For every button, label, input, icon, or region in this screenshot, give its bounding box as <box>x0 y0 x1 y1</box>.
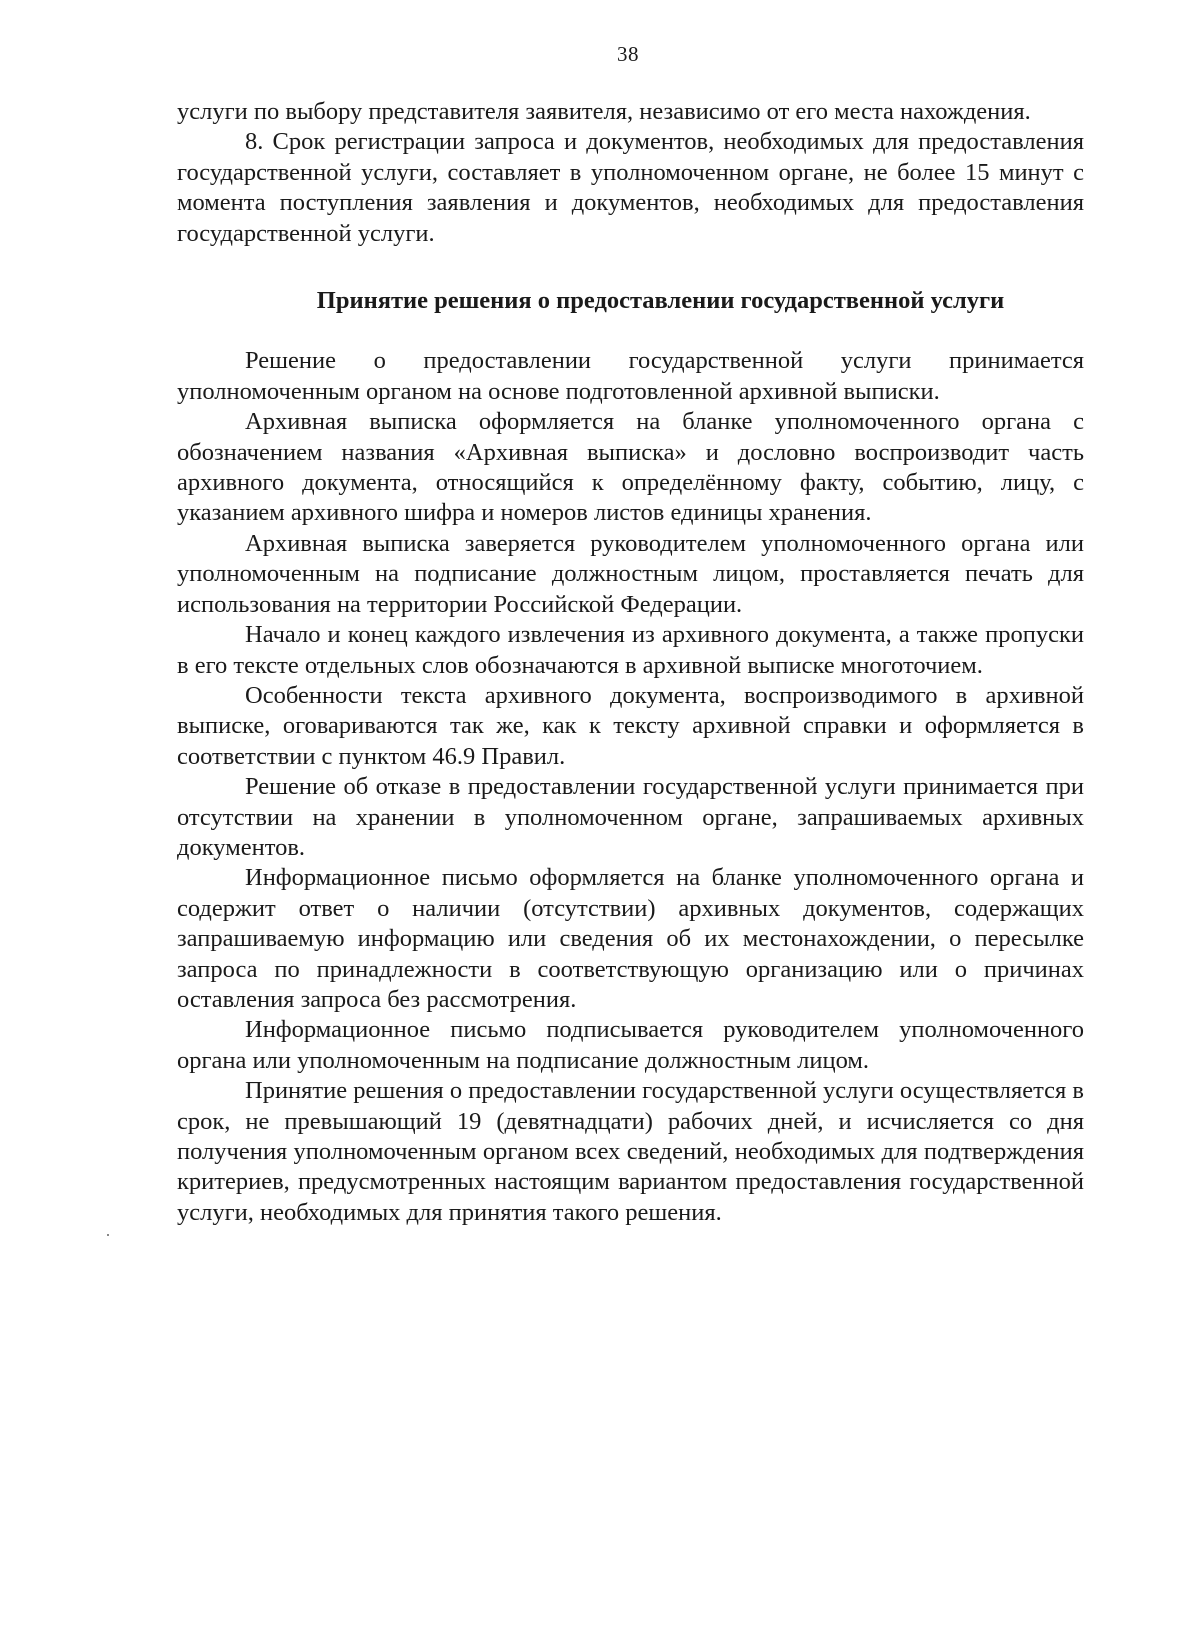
paragraph: Информационное письмо подписывается руководителем уполномоченного органа или уполномоченным на подписание должностным лицом. <box>177 1016 1084 1074</box>
paragraph: Архивная выписка заверяется руководителем уполномоченного органа или уполномоченным на подписание должностным лицом, проставляется печать для использования на территории Российской Федерации. <box>177 529 1084 618</box>
paragraph: Принятие решения о предоставлении государственной услуги осуществляется в срок, не превышающий 19 (девятнадцати) рабочих дней, и исчисляется со дня получения уполномоченным органом всех сведений, необходимых для подтверждения критериев, предусмотренных настоящим вариантом предоставления государственной услуги, необходимых для принятия такого решения. <box>177 1077 1084 1226</box>
document-body <box>177 97 1084 1228</box>
paragraph-continuation: услуги по выбору представителя заявителя, независимо от его места нахождения. <box>177 98 1031 125</box>
paragraph: Начало и конец каждого извлечения из архивного документа, а также пропуски в его тексте отдельных слов обозначаются в архивной выписке многоточием. <box>177 621 1084 679</box>
paragraph: Решение о предоставлении государственной услуги принимается уполномоченным органом на основе подготовленной архивной выписки. <box>177 347 1084 405</box>
paragraph: Архивная выписка оформляется на бланке уполномоченного органа с обозначением названия «Архивная выписка» и дословно воспроизводит часть архивного документа, относящийся к определённому факту, событию, лицу, с указанием архивного шифра и номеров листов единицы хранения. <box>177 408 1084 527</box>
section-heading: Принятие решения о предоставлении государственной услуги <box>316 287 1005 315</box>
paragraph: Информационное письмо оформляется на бланке уполномоченного органа и содержит ответ о наличии (отсутствии) архивных документов, содержащих запрашиваемую информацию или сведения об их местонахождении, о пересылке запроса по принадлежности в соответствующую организацию или о причинах оставления запроса без рассмотрения. <box>177 864 1084 1013</box>
paragraph: Особенности текста архивного документа, воспроизводимого в архивной выписке, оговариваются так же, как к тексту архивной справки и оформляется в соответствии с пунктом 46.9 Правил. <box>177 681 1084 770</box>
page-number: 38 <box>617 42 639 66</box>
paragraph: Решение об отказе в предоставлении государственной услуги принимается при отсутствии на хранении в уполномоченном органе, запрашиваемых архивных документов. <box>177 773 1084 861</box>
scan-speck <box>107 1234 109 1236</box>
paragraph-item-8: 8. Срок регистрации запроса и документов, необходимых для предоставления государственной услуги, составляет в уполномоченном органе, не более 15 минут с момента поступления заявления и документов, необходимых для предоставления государственной услуги. <box>177 128 1084 247</box>
